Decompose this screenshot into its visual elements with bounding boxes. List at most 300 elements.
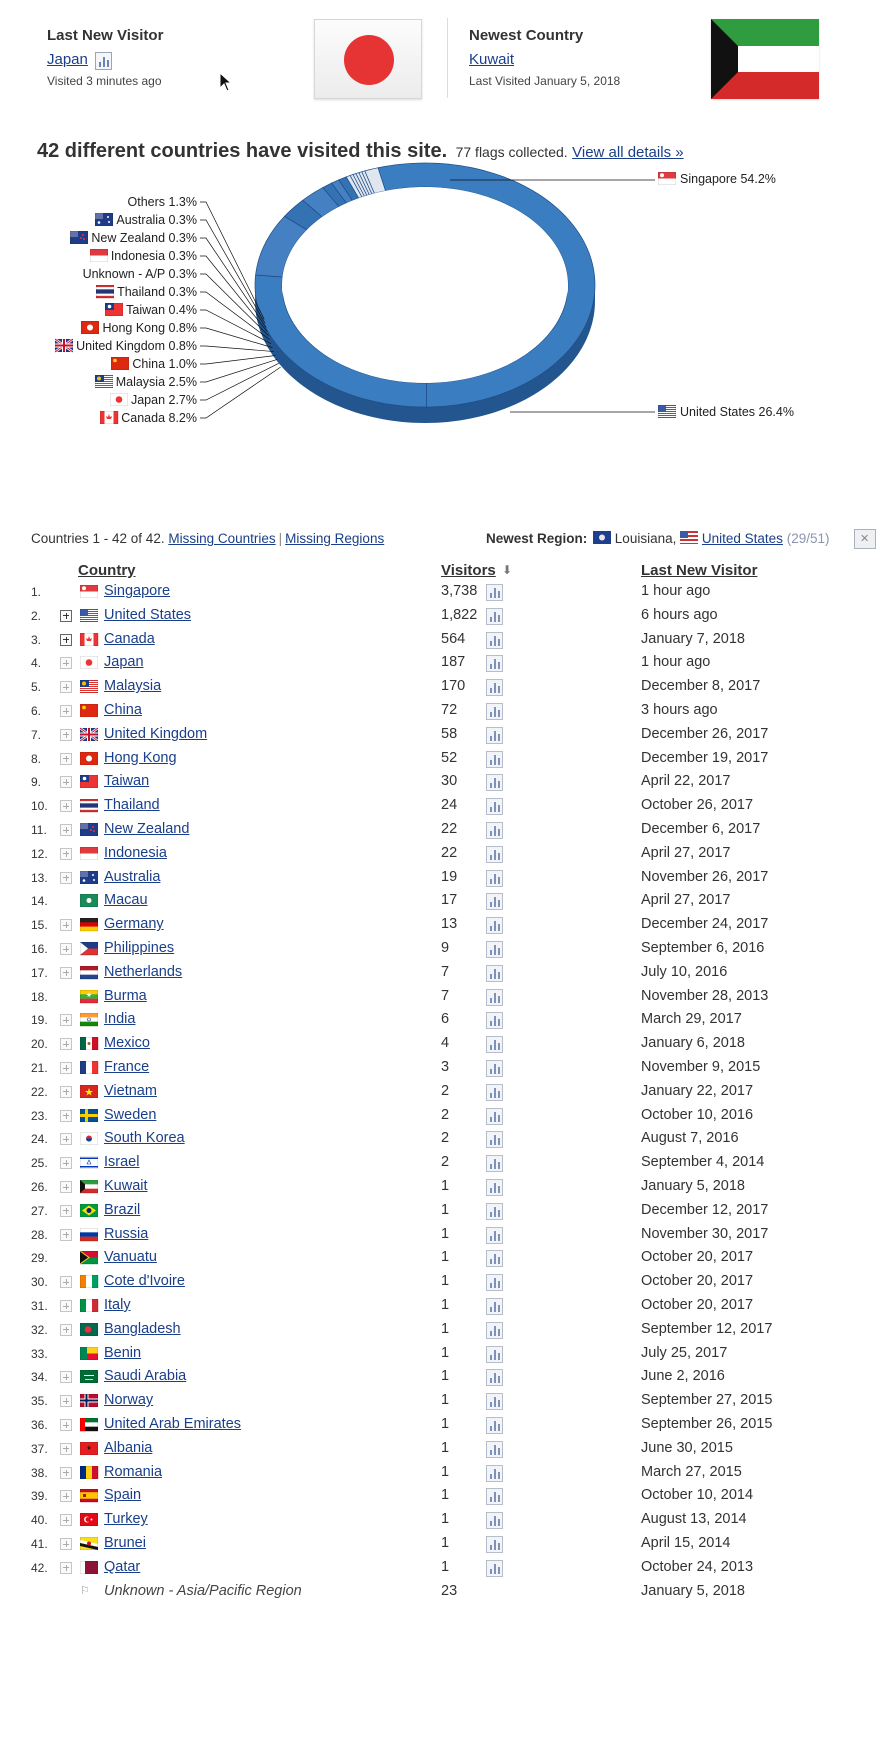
country-link[interactable]: Netherlands	[104, 963, 183, 980]
bar-chart-icon[interactable]	[486, 1346, 503, 1363]
slice-label: United States 26.4%	[680, 405, 794, 419]
slice-label: United Kingdom 0.8%	[76, 339, 197, 353]
countries-range-text: Countries 1 - 42 of 42.	[31, 531, 165, 546]
bar-chart-icon[interactable]	[486, 1298, 503, 1315]
last-visit-time: November 9, 2015	[641, 1059, 761, 1075]
country-link[interactable]: Thailand	[104, 797, 160, 814]
countries-count-text: 42 different countries have visited this site.	[37, 140, 448, 162]
expand-toggle-icon[interactable]	[60, 657, 72, 669]
china-flag-icon	[111, 357, 129, 370]
expand-toggle-icon[interactable]	[60, 1229, 72, 1241]
singapore-flag-icon	[80, 585, 98, 598]
visitor-count: 1	[441, 1273, 450, 1290]
expand-toggle-icon[interactable]	[60, 824, 72, 836]
bar-chart-icon[interactable]	[486, 1512, 503, 1529]
kuwait-flag-large	[711, 19, 819, 99]
visitor-count: 1	[441, 1249, 450, 1266]
bar-chart-icon[interactable]	[486, 1060, 503, 1077]
expand-toggle-icon[interactable]	[60, 1300, 72, 1312]
visitor-count: 1	[441, 1439, 450, 1456]
visitor-count: 1	[441, 1487, 450, 1504]
bar-chart-icon[interactable]	[486, 798, 503, 815]
bar-chart-icon[interactable]	[486, 846, 503, 863]
country-link[interactable]: China	[104, 702, 142, 718]
row-number: 11.	[31, 823, 47, 837]
country-link[interactable]: Norway	[104, 1392, 154, 1409]
visitor-count: 19	[441, 868, 458, 885]
expand-toggle-icon[interactable]	[60, 729, 72, 741]
expand-toggle-icon[interactable]	[60, 1538, 72, 1550]
chart-label	[658, 405, 794, 419]
country-link[interactable]: Romania	[104, 1463, 163, 1480]
row-number: 31.	[31, 1299, 48, 1313]
visitor-count: 3,738	[441, 583, 478, 599]
expand-toggle-icon[interactable]	[60, 1514, 72, 1526]
country-link[interactable]: India	[104, 1011, 136, 1028]
newest-region-country-link[interactable]: United States	[701, 531, 783, 546]
taiwan-flag-icon	[80, 775, 98, 788]
table-row	[0, 1105, 892, 1129]
bar-chart-icon[interactable]	[486, 893, 503, 910]
table-row	[0, 890, 892, 914]
visitor-count: 1	[441, 1463, 450, 1480]
column-header-visitors[interactable]: Visitors	[441, 562, 496, 579]
australia-flag-icon	[80, 871, 98, 884]
expand-toggle-icon[interactable]	[60, 1181, 72, 1193]
bar-chart-icon[interactable]	[486, 1036, 503, 1053]
last-visit-time: July 10, 2016	[641, 963, 728, 980]
country-link[interactable]: Japan	[104, 654, 144, 671]
vietnam-flag-icon	[80, 1085, 98, 1098]
bar-chart-icon[interactable]	[486, 1369, 503, 1386]
region-ratio: (29/51)	[786, 531, 830, 546]
column-header-country[interactable]: Country	[78, 562, 136, 579]
visitor-count: 1	[441, 1201, 450, 1218]
row-number: 3.	[31, 632, 42, 647]
italy-flag-icon	[80, 1299, 98, 1312]
country-link[interactable]: France	[104, 1059, 150, 1075]
bar-chart-icon[interactable]	[486, 822, 503, 839]
bar-chart-icon[interactable]	[486, 1274, 503, 1291]
row-number: 37.	[31, 1441, 48, 1456]
visitor-count: 1	[441, 1178, 450, 1194]
country-link[interactable]: Canada	[104, 630, 155, 647]
table-row	[0, 1176, 892, 1200]
expand-toggle-icon[interactable]	[60, 681, 72, 693]
chart-label	[95, 375, 197, 389]
visitor-count: 1	[441, 1225, 450, 1242]
country-link[interactable]: United States	[104, 606, 192, 623]
top-summary-panel	[0, 0, 892, 120]
view-all-details-link[interactable]: View all details »	[572, 144, 684, 161]
country-link[interactable]: Italy	[104, 1297, 131, 1313]
country-link[interactable]: Sweden	[104, 1106, 157, 1123]
country-link[interactable]: Benin	[104, 1344, 142, 1361]
bar-chart-icon[interactable]	[486, 1417, 503, 1434]
bar-chart-icon[interactable]	[486, 632, 503, 649]
sort-down-icon[interactable]: ⬇	[502, 563, 513, 577]
row-number: 33.	[31, 1346, 48, 1361]
hongkong-flag-icon	[80, 752, 98, 765]
saudiarabia-flag-icon	[80, 1370, 98, 1383]
slice-label: Indonesia 0.3%	[110, 249, 197, 263]
canada-flag-icon	[100, 411, 118, 424]
row-number: 36.	[31, 1418, 48, 1432]
russia-flag-icon	[80, 1228, 98, 1241]
bar-chart-icon[interactable]	[486, 870, 503, 887]
row-number: 21.	[31, 1061, 48, 1075]
visitor-count: 2	[441, 1154, 450, 1171]
last-visit-time: September 27, 2015	[641, 1392, 773, 1409]
expand-toggle-icon[interactable]	[60, 1562, 72, 1574]
expand-toggle-icon[interactable]	[60, 1062, 72, 1074]
visitor-count: 2	[441, 1130, 450, 1147]
country-link[interactable]: Spain	[104, 1487, 142, 1504]
bar-chart-icon[interactable]	[486, 1250, 503, 1267]
bar-chart-icon[interactable]	[486, 1012, 503, 1029]
slice-label: Australia 0.3%	[116, 213, 197, 227]
bar-chart-icon[interactable]	[486, 1560, 503, 1577]
separator: |	[278, 531, 283, 546]
table-row	[0, 914, 892, 938]
bar-chart-icon[interactable]	[486, 751, 503, 768]
calendar-icon[interactable]	[854, 529, 876, 549]
visitor-count: 22	[441, 844, 458, 861]
bar-chart-icon[interactable]	[486, 1179, 503, 1196]
bar-chart-icon[interactable]	[486, 727, 503, 744]
column-header-last-new-visitor[interactable]: Last New Visitor	[641, 562, 758, 579]
last-visit-time: September 12, 2017	[641, 1320, 773, 1337]
expand-toggle-icon[interactable]	[60, 705, 72, 717]
bar-chart-icon[interactable]	[486, 774, 503, 791]
netherlands-flag-icon	[80, 966, 98, 979]
country-link[interactable]: Indonesia	[104, 844, 167, 861]
panel-divider	[447, 18, 448, 98]
visitor-count: 1	[441, 1392, 450, 1409]
table-row	[0, 1081, 892, 1105]
last-visit-time: November 26, 2017	[641, 868, 769, 885]
bar-chart-icon[interactable]	[486, 1322, 503, 1339]
country-link[interactable]: Saudi Arabia	[104, 1368, 187, 1385]
bangladesh-flag-icon	[80, 1323, 98, 1336]
slice-label: Hong Kong 0.8%	[102, 321, 197, 335]
bar-chart-icon[interactable]	[486, 1131, 503, 1148]
table-row	[0, 605, 892, 629]
table-row	[0, 581, 892, 605]
country-link[interactable]: Philippines	[104, 940, 175, 956]
expand-toggle-icon[interactable]	[60, 967, 72, 979]
romania-flag-icon	[80, 1466, 98, 1479]
visitor-count: 1	[441, 1344, 450, 1361]
expand-toggle-icon[interactable]	[60, 1324, 72, 1336]
expand-toggle-icon[interactable]	[60, 1395, 72, 1407]
table-row	[0, 1057, 892, 1081]
table-row	[0, 1200, 892, 1224]
expand-toggle-icon[interactable]	[60, 1086, 72, 1098]
country-link[interactable]: Bangladesh	[104, 1320, 181, 1337]
last-visit-time: September 4, 2014	[641, 1154, 765, 1171]
country-link[interactable]: Brazil	[104, 1201, 141, 1218]
table-row	[0, 867, 892, 891]
bar-chart-icon[interactable]	[486, 1108, 503, 1125]
country-link[interactable]: New Zealand	[104, 821, 190, 837]
country-link[interactable]: Australia	[104, 868, 161, 885]
expand-toggle-icon[interactable]	[60, 1276, 72, 1288]
country-link[interactable]: Brunei	[104, 1535, 146, 1551]
expand-toggle-icon[interactable]	[60, 1157, 72, 1169]
row-number: 18.	[31, 989, 48, 1004]
slice-label: Thailand 0.3%	[117, 285, 197, 299]
last-visit-time: September 26, 2015	[641, 1416, 773, 1432]
newest-country-link[interactable]: Kuwait	[469, 51, 515, 68]
missing-countries-link[interactable]: Missing Countries	[168, 531, 276, 546]
table-row	[0, 771, 892, 795]
kuwait-flag-icon	[80, 1180, 98, 1193]
slice-label: Malaysia 2.5%	[115, 375, 197, 389]
row-number: 34.	[31, 1370, 48, 1385]
row-number: 35.	[31, 1394, 48, 1409]
table-row	[0, 748, 892, 772]
bar-chart-icon[interactable]	[486, 1441, 503, 1458]
country-link[interactable]: Macau	[104, 892, 148, 909]
last-visit-time: April 27, 2017	[641, 844, 731, 861]
expand-toggle-icon[interactable]	[60, 919, 72, 931]
visitor-count: 7	[441, 963, 450, 980]
missing-regions-link[interactable]: Missing Regions	[285, 531, 385, 546]
country-link[interactable]: Vanuatu	[104, 1249, 157, 1266]
bar-chart-icon[interactable]	[486, 941, 503, 958]
visitor-count: 1	[441, 1558, 450, 1575]
last-new-visitor-time: Visited 3 minutes ago	[47, 74, 162, 88]
country-link[interactable]: Qatar	[104, 1558, 141, 1575]
expand-toggle-icon[interactable]	[60, 634, 72, 646]
last-visit-time: September 6, 2016	[641, 940, 765, 956]
row-number: 16.	[31, 942, 48, 956]
country-link[interactable]: Kuwait	[104, 1178, 148, 1194]
table-row	[0, 819, 892, 843]
leader-line	[200, 363, 279, 400]
australia-flag-icon	[95, 213, 113, 226]
israel-flag-icon	[80, 1156, 98, 1169]
bar-chart-icon[interactable]	[486, 1084, 503, 1101]
chart-label	[105, 303, 197, 317]
row-number: 42.	[31, 1560, 48, 1575]
last-visit-time: April 15, 2014	[641, 1535, 731, 1551]
row-number: 30.	[31, 1275, 48, 1290]
table-row	[0, 1319, 892, 1343]
bar-chart-icon[interactable]	[486, 703, 503, 720]
row-number: 32.	[31, 1322, 48, 1337]
country-link[interactable]: Germany	[104, 916, 164, 933]
visitor-count: 52	[441, 749, 458, 766]
last-visit-time: August 13, 2014	[641, 1511, 747, 1528]
last-visit-time: March 29, 2017	[641, 1011, 742, 1028]
chart-label	[110, 393, 197, 407]
table-row	[0, 1224, 892, 1248]
country-link[interactable]: South Korea	[104, 1130, 185, 1147]
newest-region-name: Louisiana,	[614, 531, 677, 546]
visitor-count: 564	[441, 630, 466, 647]
last-visit-time: 3 hours ago	[641, 702, 718, 718]
last-visit-time: July 25, 2017	[641, 1344, 728, 1361]
last-new-visitor-title: Last New Visitor	[47, 27, 164, 44]
expand-toggle-icon[interactable]	[60, 872, 72, 884]
bar-chart-icon[interactable]	[95, 52, 112, 70]
brunei-flag-icon	[80, 1537, 98, 1550]
country-link[interactable]: Vietnam	[104, 1082, 157, 1099]
last-new-visitor-country-link[interactable]: Japan	[47, 51, 88, 68]
bar-chart-icon[interactable]	[486, 1536, 503, 1553]
expand-toggle-icon[interactable]	[60, 1467, 72, 1479]
norway-flag-icon	[80, 1394, 98, 1407]
sweden-flag-icon	[80, 1109, 98, 1122]
bar-chart-icon[interactable]	[486, 679, 503, 696]
row-number: 10.	[31, 799, 48, 814]
row-number: 9.	[31, 775, 42, 790]
bar-chart-icon[interactable]	[486, 1227, 503, 1244]
expand-toggle-icon[interactable]	[60, 1014, 72, 1026]
bar-chart-icon[interactable]	[486, 917, 503, 934]
expand-toggle-icon[interactable]	[60, 610, 72, 622]
germany-flag-icon	[80, 918, 98, 931]
table-row	[0, 843, 892, 867]
visitor-count: 2	[441, 1082, 450, 1099]
countries-heading	[37, 140, 684, 163]
country-link[interactable]: United Kingdom	[104, 725, 208, 742]
country-link[interactable]: Burma	[104, 987, 147, 1004]
japan-flag-large	[314, 19, 422, 99]
thailand-flag-icon	[80, 799, 98, 812]
canada-flag-icon	[80, 633, 98, 646]
slice-label: Singapore 54.2%	[680, 172, 776, 186]
bar-chart-icon[interactable]	[486, 989, 503, 1006]
country-link[interactable]: Singapore	[104, 583, 171, 599]
leader-line	[200, 355, 275, 364]
expand-toggle-icon[interactable]	[60, 1371, 72, 1383]
country-link[interactable]: Hong Kong	[104, 749, 177, 766]
expand-toggle-icon[interactable]	[60, 1490, 72, 1502]
row-number: 2.	[31, 608, 42, 623]
expand-toggle-icon[interactable]	[60, 800, 72, 812]
last-visit-time: 6 hours ago	[641, 606, 718, 623]
last-visit-time: 1 hour ago	[641, 583, 711, 599]
taiwan-flag-icon	[105, 303, 123, 316]
last-visit-time: January 7, 2018	[641, 630, 745, 647]
newzealand-flag-icon	[70, 231, 88, 244]
last-visit-time: December 19, 2017	[641, 749, 769, 766]
cotedivoire-flag-icon	[80, 1275, 98, 1288]
visitor-count: 17	[441, 892, 458, 909]
country-link[interactable]: Israel	[104, 1154, 140, 1171]
albania-flag-icon	[80, 1442, 98, 1455]
visitor-count: 7	[441, 987, 450, 1004]
bar-chart-icon[interactable]	[486, 1465, 503, 1482]
louisiana-flag-icon	[593, 531, 611, 544]
visitor-count: 4	[441, 1035, 450, 1052]
indonesia-flag-icon	[90, 249, 108, 262]
visitor-count: 1	[441, 1416, 450, 1432]
last-visit-time: October 20, 2017	[641, 1249, 754, 1266]
visitor-count: 1	[441, 1535, 450, 1551]
bar-chart-icon[interactable]	[486, 584, 503, 601]
country-link[interactable]: Taiwan	[104, 773, 150, 790]
last-visit-time: January 22, 2017	[641, 1082, 754, 1099]
bar-chart-icon[interactable]	[486, 1393, 503, 1410]
row-number: 26.	[31, 1180, 48, 1194]
row-number: 12.	[31, 846, 48, 861]
expand-toggle-icon[interactable]	[60, 776, 72, 788]
table-toolbar	[31, 531, 881, 551]
expand-toggle-icon[interactable]	[60, 1133, 72, 1145]
last-visit-time: November 28, 2013	[641, 987, 769, 1004]
visitor-count: 58	[441, 725, 458, 742]
row-number: 6.	[31, 704, 42, 718]
table-row	[0, 724, 892, 748]
expand-toggle-icon[interactable]	[60, 848, 72, 860]
philippines-flag-icon	[80, 942, 98, 955]
chart-label	[658, 172, 776, 186]
expand-toggle-icon[interactable]	[60, 1419, 72, 1431]
burma-flag-icon	[80, 990, 98, 1003]
thailand-flag-icon	[96, 285, 114, 298]
last-visit-time: April 22, 2017	[641, 773, 731, 790]
table-row	[0, 676, 892, 700]
bar-chart-icon[interactable]	[486, 1203, 503, 1220]
expand-toggle-icon[interactable]	[60, 1443, 72, 1455]
visitor-count: 1	[441, 1511, 450, 1528]
expand-toggle-icon[interactable]	[60, 1205, 72, 1217]
bar-chart-icon[interactable]	[486, 965, 503, 982]
country-link[interactable]: Malaysia	[104, 678, 162, 695]
country-link[interactable]: Turkey	[104, 1511, 148, 1528]
expand-toggle-icon[interactable]	[60, 943, 72, 955]
expand-toggle-icon[interactable]	[60, 1038, 72, 1050]
bar-chart-icon[interactable]	[486, 1155, 503, 1172]
table-row	[0, 962, 892, 986]
country-link[interactable]: Russia	[104, 1225, 149, 1242]
slice-label: China 1.0%	[132, 357, 197, 371]
row-number: 20.	[31, 1037, 48, 1052]
bar-chart-icon[interactable]	[486, 608, 503, 625]
leader-line	[200, 367, 281, 418]
last-visit-time: January 6, 2018	[641, 1035, 745, 1052]
visitor-count: 1	[441, 1297, 450, 1313]
visitor-count: 72	[441, 702, 458, 718]
last-visit-time: April 27, 2017	[641, 892, 731, 909]
expand-toggle-icon[interactable]	[60, 1110, 72, 1122]
last-visit-time: December 12, 2017	[641, 1201, 769, 1218]
flags-collected-text: 77 flags collected.	[455, 144, 568, 160]
newest-country-title: Newest Country	[469, 27, 584, 44]
brazil-flag-icon	[80, 1204, 98, 1217]
bar-chart-icon[interactable]	[486, 1488, 503, 1505]
chart-label	[95, 213, 197, 227]
country-link[interactable]: Mexico	[104, 1035, 150, 1052]
slice-label: Japan 2.7%	[130, 393, 197, 407]
visitor-count: 6	[441, 1011, 450, 1028]
country-link[interactable]: Cote d'Ivoire	[104, 1273, 185, 1290]
country-link[interactable]: United Arab Emirates	[104, 1416, 242, 1432]
bar-chart-icon[interactable]	[486, 655, 503, 672]
indonesia-flag-icon	[80, 847, 98, 860]
southkorea-flag-icon	[80, 1132, 98, 1145]
last-visit-time: December 8, 2017	[641, 678, 761, 695]
last-visit-time: November 30, 2017	[641, 1225, 769, 1242]
expand-toggle-icon[interactable]	[60, 753, 72, 765]
malaysia-flag-icon	[95, 375, 113, 388]
country-link[interactable]: Albania	[104, 1439, 153, 1456]
row-number: 39.	[31, 1489, 48, 1504]
